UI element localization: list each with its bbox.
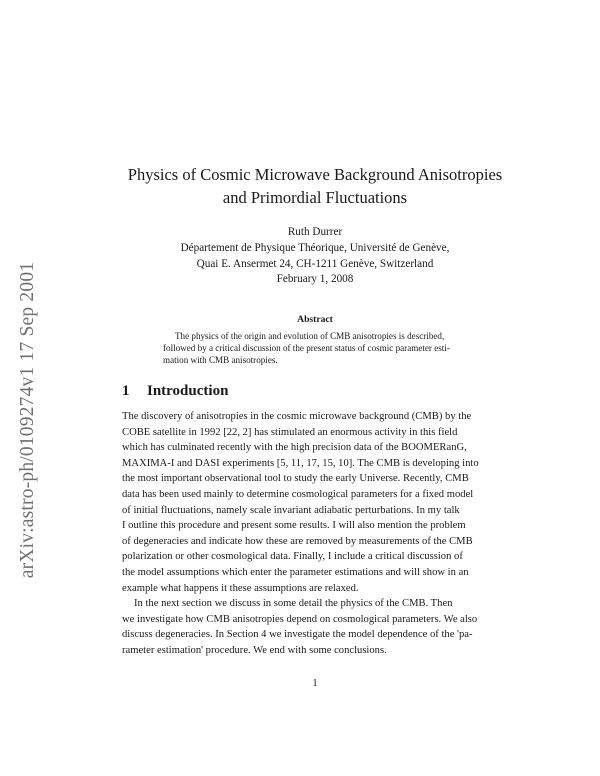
affiliation-line: Quai E. Ansermet 24, CH-1211 Genève, Switzerland	[196, 258, 434, 270]
affiliation-line: Département de Physique Théorique, Université de Genève,	[180, 242, 450, 254]
paper-date: February 1, 2008	[276, 273, 354, 285]
paragraph-line: polarization or other cosmological data. Finally, I include a critical discussion of	[122, 551, 463, 563]
author-name: Ruth Durrer	[287, 226, 343, 238]
section-heading	[122, 383, 228, 400]
paragraph-line: discuss degeneracies. In Section 4 we investigate the model dependence of the 'pa-	[122, 629, 473, 641]
paragraph-line: In the next section we discuss in some detail the physics of the CMB. Then	[134, 598, 453, 610]
paragraph-line: of initial fluctuations, namely scale invariant adiabatic perturbations. In my talk	[122, 504, 460, 516]
arxiv-sidebar-stamp	[8, 205, 48, 635]
body-text	[122, 409, 514, 659]
paragraph-line: MAXIMA-I and DASI experiments [5, 11, 17, 15, 10]. The CMB is developing into	[122, 457, 479, 469]
paragraph-line: we investigate how CMB anisotropies depend on cosmological parameters. We also	[122, 613, 478, 625]
author-block	[100, 224, 530, 272]
page-number: 1	[312, 677, 318, 689]
paragraph-line: of degeneracies and indicate how these are removed by measurements of the CMB	[122, 535, 473, 547]
abstract-heading: Abstract	[297, 314, 333, 325]
section-title: Introduction	[147, 383, 229, 399]
paragraph-line: rameter estimation' procedure. We end with some conclusions.	[122, 644, 387, 656]
title-line: and Primordial Fluctuations	[222, 188, 408, 207]
paragraph-line: which has culminated recently with the high precision data of the BOOMERanG,	[122, 442, 467, 454]
abstract-line: mation with CMB anisotropies.	[163, 355, 278, 366]
paragraph-line: I outline this procedure and present some results. I will also mention the problem	[122, 520, 466, 532]
paragraph-line: COBE satellite in 1992 [22, 2] has stimulated an enormous activity in this field	[122, 426, 458, 438]
abstract-line: followed by a critical discussion of the present status of cosmic parameter esti-	[163, 343, 450, 354]
arxiv-id-text: arXiv:astro-ph/0109274v1 17 Sep 2001	[17, 261, 38, 579]
paragraph-line: the model assumptions which enter the parameter estimations and will show in an	[122, 566, 469, 578]
section-number: 1	[122, 383, 130, 399]
abstract-line: The physics of the origin and evolution of CMB anisotropies is described,	[175, 331, 445, 341]
abstract-body	[163, 330, 471, 367]
paragraph-line: the most important observational tool to study the early Universe. Recently, CMB	[122, 473, 469, 485]
paragraph-line: The discovery of anisotropies in the cosmic microwave background (CMB) by the	[122, 411, 472, 422]
paper-title	[100, 163, 530, 209]
paragraph-line: data has been used mainly to determine cosmological parameters for a fixed model	[122, 488, 474, 500]
title-line: Physics of Cosmic Microwave Background Anisotropies	[127, 165, 503, 184]
paragraph-line: example what happens it these assumptions are relaxed.	[122, 582, 359, 594]
